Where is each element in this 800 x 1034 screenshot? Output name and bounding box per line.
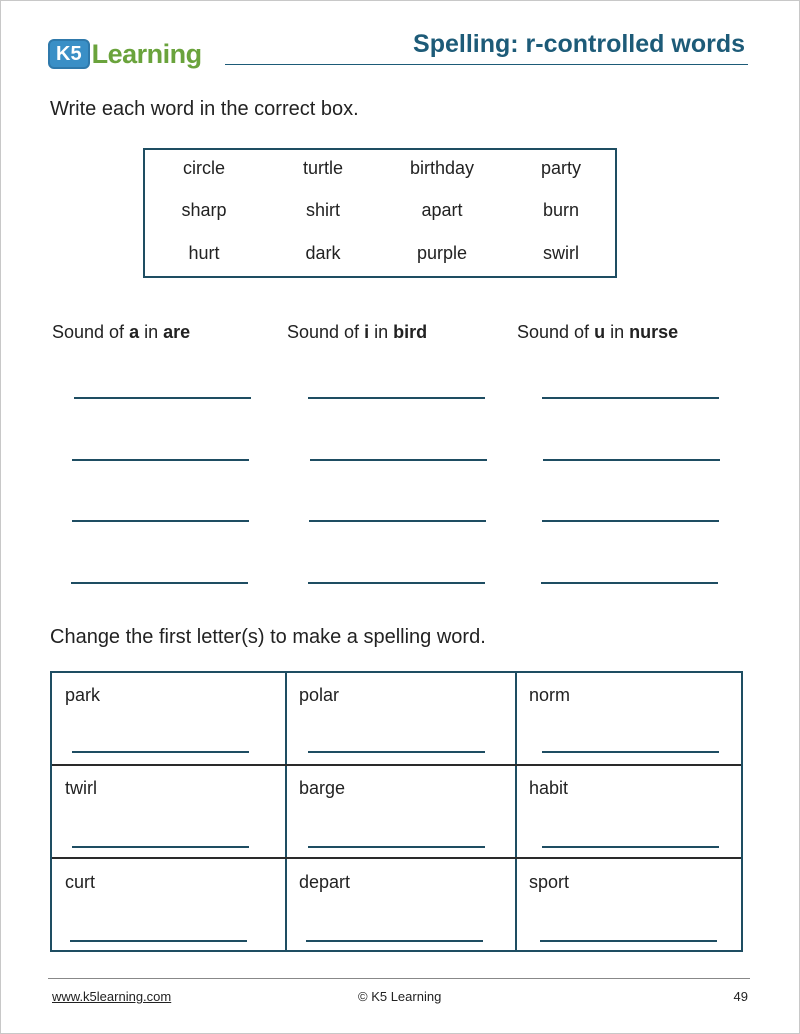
instruction-sort: Write each word in the correct box.	[50, 98, 359, 120]
grid-row-divider	[52, 764, 741, 766]
sound-header-prefix: Sound of	[517, 322, 595, 342]
sound-header-letter: a	[129, 322, 140, 342]
grid-column-divider	[285, 673, 287, 950]
answer-blank-a-1[interactable]	[74, 397, 251, 399]
footer-copyright: © K5 Learning	[358, 989, 442, 1004]
grid-answer-blank[interactable]	[72, 751, 249, 753]
answer-blank-i-2[interactable]	[310, 459, 487, 461]
answer-blank-i-3[interactable]	[309, 520, 486, 522]
grid-cell-word: depart	[299, 872, 351, 892]
sound-header-mid: in	[139, 322, 164, 342]
grid-cell-word: habit	[529, 778, 569, 798]
sound-header-a	[52, 322, 190, 343]
grid-answer-blank[interactable]	[542, 846, 719, 848]
grid-answer-blank[interactable]	[540, 940, 717, 942]
word-bank-item: sharp	[181, 200, 227, 220]
grid-cell-word: sport	[529, 872, 570, 892]
word-bank-item: dark	[305, 243, 341, 263]
grid-cell-word: park	[65, 685, 101, 705]
sound-header-u	[517, 322, 678, 343]
word-bank-item: birthday	[409, 158, 475, 178]
sound-header-word: nurse	[629, 322, 679, 342]
grid-cell-word: curt	[65, 872, 96, 892]
answer-blank-i-1[interactable]	[308, 397, 485, 399]
grid-answer-blank[interactable]	[308, 751, 485, 753]
grid-cell-word: twirl	[65, 778, 97, 798]
grid-answer-blank[interactable]	[72, 846, 249, 848]
word-bank-item: burn	[542, 200, 580, 220]
sound-header-word: are	[163, 322, 191, 342]
answer-blank-a-4[interactable]	[71, 582, 248, 584]
header-divider	[225, 64, 748, 65]
instruction-change-letters: Change the first letter(s) to make a spelling word.	[50, 626, 486, 648]
grid-answer-blank[interactable]	[70, 940, 247, 942]
page-number: 49	[733, 989, 748, 1004]
word-bank-item: hurt	[188, 243, 220, 263]
word-bank-item: apart	[421, 200, 463, 220]
sound-header-letter: u	[594, 322, 606, 342]
answer-blank-i-4[interactable]	[308, 582, 485, 584]
sound-header-i	[287, 322, 427, 343]
sound-header-mid: in	[369, 322, 394, 342]
word-bank-item: turtle	[302, 158, 344, 178]
answer-blank-u-3[interactable]	[542, 520, 719, 522]
grid-answer-blank[interactable]	[542, 751, 719, 753]
word-bank-item: purple	[416, 243, 468, 263]
grid-cell-word: barge	[299, 778, 346, 798]
grid-row-divider	[52, 857, 741, 859]
logo-text: Learning	[91, 38, 202, 69]
sound-header-mid: in	[605, 322, 630, 342]
answer-blank-u-2[interactable]	[543, 459, 720, 461]
word-bank	[143, 148, 617, 278]
word-bank-item: shirt	[305, 200, 341, 220]
sound-header-prefix: Sound of	[287, 322, 365, 342]
grid-answer-blank[interactable]	[306, 940, 483, 942]
answer-blank-u-1[interactable]	[542, 397, 719, 399]
grid-column-divider	[515, 673, 517, 950]
page-title: Spelling: r-controlled words	[413, 30, 745, 58]
footer-divider	[48, 978, 750, 979]
word-bank-item: swirl	[543, 243, 579, 263]
change-letter-grid	[50, 671, 743, 952]
word-bank-item: party	[540, 158, 582, 178]
word-bank-item: circle	[182, 158, 226, 178]
grid-cell-word: polar	[299, 685, 340, 705]
k5-learning-logo	[48, 34, 202, 74]
footer-website-link[interactable]: www.k5learning.com	[52, 989, 172, 1004]
answer-blank-a-3[interactable]	[72, 520, 249, 522]
logo-badge: K5	[48, 39, 90, 69]
sound-header-prefix: Sound of	[52, 322, 130, 342]
answer-blank-a-2[interactable]	[72, 459, 249, 461]
answer-blank-u-4[interactable]	[541, 582, 718, 584]
grid-cell-word: norm	[529, 685, 571, 705]
grid-answer-blank[interactable]	[308, 846, 485, 848]
sound-header-letter: i	[364, 322, 370, 342]
sound-header-word: bird	[393, 322, 428, 342]
